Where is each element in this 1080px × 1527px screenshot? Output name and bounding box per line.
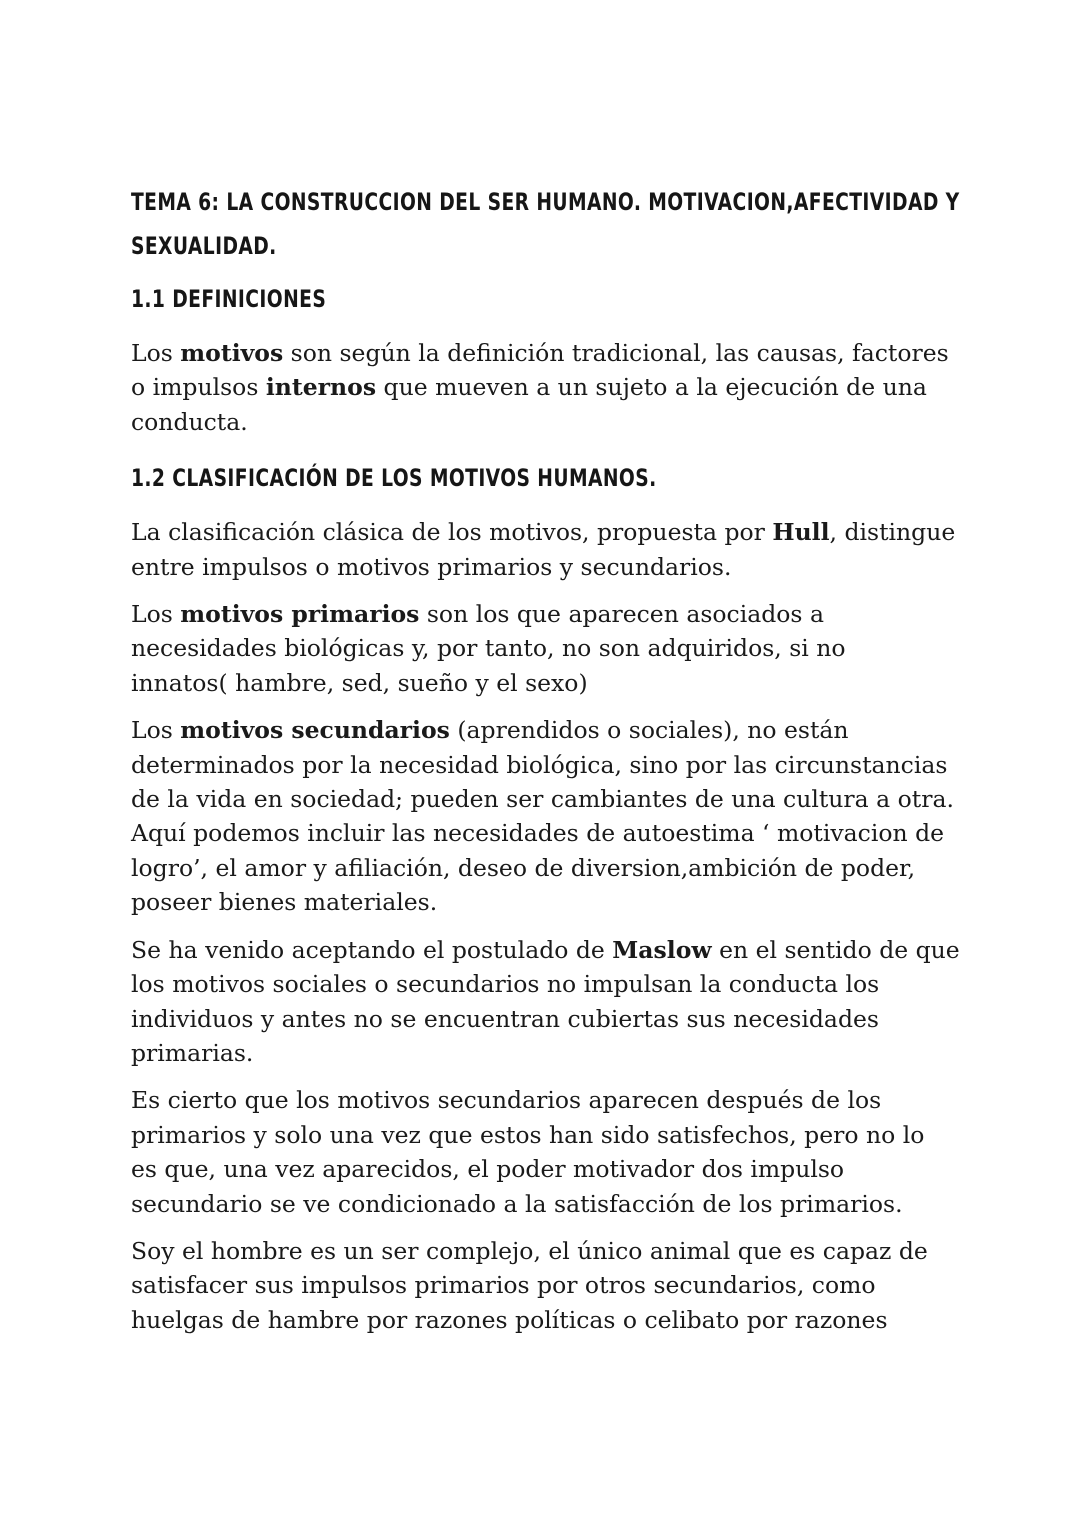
bold-term-maslow: Maslow (612, 935, 712, 964)
text-line: determinados por la necesidad biológica, sino por las circunstancias (131, 750, 948, 779)
text-run: o impulsos (131, 373, 266, 402)
text-line (131, 713, 961, 747)
paragraph-clasificacion-hull (131, 515, 961, 584)
text-line (131, 933, 961, 967)
paragraph-definicion-motivos (131, 336, 961, 439)
document-title-line-1: TEMA 6: LA CONSTRUCCION DEL SER HUMANO. MOTIVACION,AFECTIVIDAD Y (131, 188, 960, 216)
bold-term-motivos-secundarios: motivos secundarios (180, 716, 450, 745)
text-line: entre impulsos o motivos primarios y secundarios. (131, 552, 732, 581)
bold-term-hull: Hull (772, 518, 830, 547)
text-line: de la vida en sociedad; pueden ser cambiantes de una cultura a otra. (131, 785, 954, 814)
text-line: secundario se ve condicionado a la satisfacción de los primarios. (131, 1189, 903, 1218)
section-heading-definiciones: 1.1 DEFINICIONES (131, 285, 327, 313)
text-line: necesidades biológicas y, por tanto, no son adquiridos, si no (131, 634, 846, 663)
text-run: Los (131, 716, 181, 745)
document-title-line-2: SEXUALIDAD. (131, 232, 277, 260)
text-line (131, 597, 961, 631)
text-run: que mueven a un sujeto a la ejecución de una (376, 373, 927, 402)
bold-term-motivos: motivos (180, 339, 284, 367)
text-run: son los que aparecen asociados a (419, 600, 824, 629)
text-line (131, 370, 961, 404)
text-line: huelgas de hambre por razones políticas o celibato por razones (131, 1305, 888, 1334)
paragraph-motivos-secundarios (131, 713, 961, 919)
text-run: La clasificación clásica de los motivos, propuesta por (131, 518, 773, 547)
text-run: Se ha venido aceptando el postulado de (131, 935, 613, 964)
text-run: en el sentido de que (711, 935, 960, 964)
text-run: Los (131, 600, 181, 629)
paragraph-motivos-primarios (131, 597, 961, 700)
text-line: Es cierto que los motivos secundarios aparecen después de los (131, 1086, 882, 1115)
text-line: Soy el hombre es un ser complejo, el único animal que es capaz de (131, 1236, 928, 1265)
paragraph-motivos-despues (131, 1083, 961, 1221)
text-line: satisfacer sus impulsos primarios por otros secundarios, como (131, 1271, 876, 1300)
text-line: primarias. (131, 1038, 254, 1067)
text-line: es que, una vez aparecidos, el poder motivador dos impulso (131, 1155, 845, 1184)
text-run: Los (131, 339, 181, 367)
text-run: (aprendidos o sociales), no están (449, 716, 849, 745)
text-run: , distingue (829, 518, 956, 547)
paragraph-hombre-complejo (131, 1234, 961, 1337)
bold-term-internos: internos (265, 373, 377, 402)
text-line: logro’, el amor y afiliación, deseo de diversion,ambición de poder, (131, 853, 916, 882)
section-heading-clasificacion: 1.2 CLASIFICACIÓN DE LOS MOTIVOS HUMANOS. (131, 464, 657, 493)
text-line: los motivos sociales o secundarios no impulsan la conducta los (131, 970, 880, 999)
text-line: primarios y solo una vez que estos han sido satisfechos, pero no lo (131, 1120, 925, 1149)
text-run: son según la definición tradicional, las causas, factores (283, 339, 949, 367)
text-line: innatos( hambre, sed, sueño y el sexo) (131, 668, 588, 697)
bold-term-motivos-primarios: motivos primarios (180, 600, 420, 629)
text-line: individuos y antes no se encuentran cubiertas sus necesidades (131, 1004, 879, 1033)
text-line: conducta. (131, 407, 248, 436)
document-content (131, 180, 961, 1337)
text-line: Aquí podemos incluir las necesidades de autoestima ‘ motivacion de (131, 819, 945, 848)
text-line (131, 515, 961, 549)
text-line: poseer bienes materiales. (131, 888, 438, 917)
paragraph-postulado-maslow (131, 933, 961, 1071)
text-line (131, 336, 961, 370)
